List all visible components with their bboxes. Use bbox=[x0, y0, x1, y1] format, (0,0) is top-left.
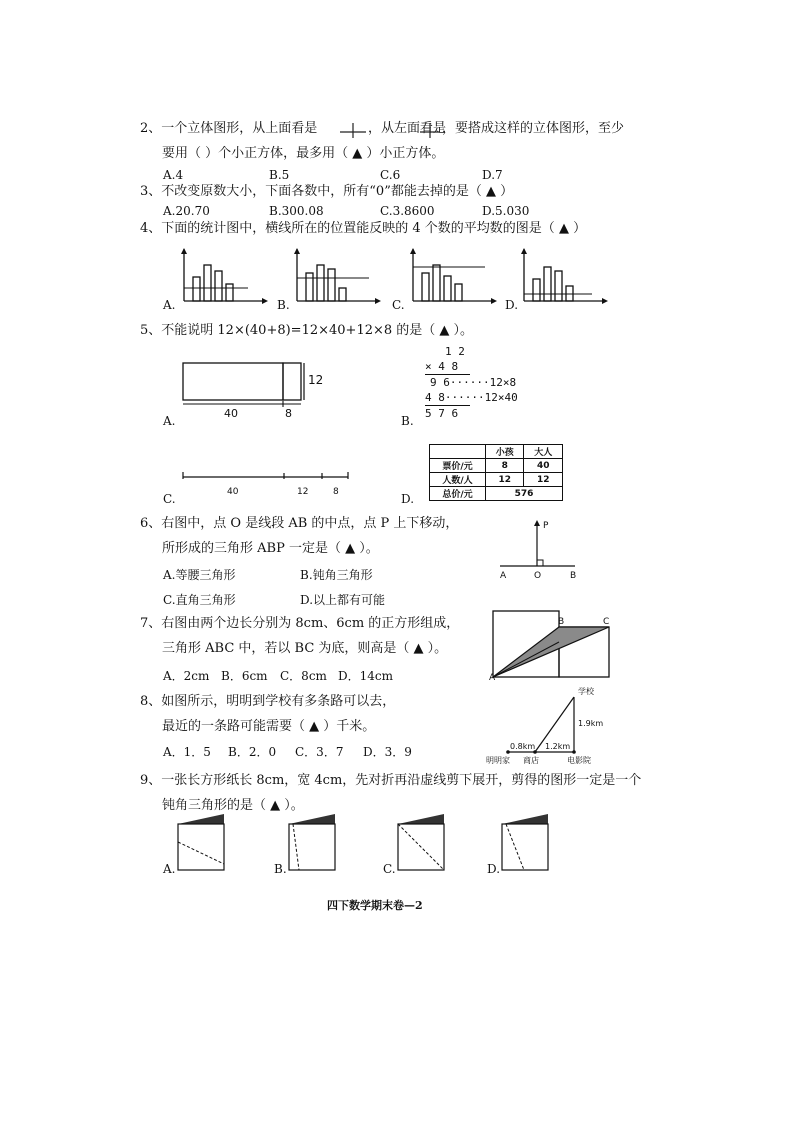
q9-option-b: B. bbox=[274, 862, 287, 876]
q6-line1: 6、右图中，点 O 是线段 AB 的中点，点 P 上下移动， bbox=[140, 516, 459, 531]
q5-fig-d-header-blank bbox=[430, 445, 486, 459]
q3-option-c: C.3.8600 bbox=[380, 204, 435, 218]
q9-fig-a bbox=[174, 812, 230, 872]
q9-option-d: D. bbox=[487, 862, 501, 876]
q5-fig-c-label-8: 8 bbox=[333, 487, 339, 497]
q7-label-b: B bbox=[558, 617, 565, 627]
q6-label-a: A bbox=[500, 571, 507, 581]
q5-fig-d-table bbox=[429, 444, 563, 501]
q8-line2: 最近的一条路可能需要（ ▲ ）千米。 bbox=[162, 719, 376, 734]
q4-chart-c bbox=[405, 248, 497, 308]
q3-option-b: B.300.08 bbox=[269, 204, 324, 218]
q5-fig-c-label-12: 12 bbox=[297, 487, 309, 497]
q3-option-a: A.20.70 bbox=[163, 204, 210, 218]
q5-fig-d-cell: 40 bbox=[524, 459, 563, 473]
q7-line1: 7、右图由两个边长分别为 8cm、6cm 的正方形组成， bbox=[140, 616, 460, 631]
q6-label-b: B bbox=[570, 571, 577, 581]
q2-top-view-icon bbox=[338, 121, 368, 139]
q5-fig-b-top: 1 2 bbox=[445, 345, 465, 358]
q4-option-d: D. bbox=[505, 298, 519, 312]
q5-option-a: A. bbox=[163, 414, 176, 428]
q5-option-c: C. bbox=[163, 492, 176, 506]
q4-option-a: A. bbox=[163, 298, 176, 312]
q5-fig-d-total: 576 bbox=[486, 487, 563, 501]
q9-fig-d bbox=[498, 812, 554, 872]
q8-label-school: 学校 bbox=[578, 687, 594, 696]
q3-option-d: D.5.030 bbox=[482, 204, 530, 218]
q9-line2: 钝角三角形的是（ ▲ ）。 bbox=[162, 798, 304, 813]
q4-chart-b bbox=[289, 248, 381, 308]
q8-label-0-8km: 0.8km bbox=[510, 742, 536, 751]
q5-fig-a-width-8: 8 bbox=[285, 407, 292, 420]
q5-fig-c-label-40: 40 bbox=[227, 487, 239, 497]
q8-label-shop: 商店 bbox=[523, 756, 539, 765]
q8-option-b: B．2．0 bbox=[228, 745, 277, 759]
q7-option-c: C．8cm bbox=[280, 669, 327, 683]
q9-fig-c bbox=[394, 812, 450, 872]
q6-option-a: A.等腰三角形 bbox=[163, 568, 236, 582]
q8-label-cinema: 电影院 bbox=[567, 756, 591, 765]
q5-fig-d-row-label: 总价/元 bbox=[430, 487, 486, 501]
q6-option-d: D.以上都有可能 bbox=[300, 593, 386, 607]
q2-option-a: A.4 bbox=[163, 168, 184, 182]
q4-question: 4、下面的统计图中，横线所在的位置能反映的 4 个数的平均数的图是（ ▲ ） bbox=[140, 221, 587, 236]
q6-line2: 所形成的三角形 ABP 一定是（ ▲ ）。 bbox=[162, 541, 379, 556]
q5-fig-b-r1: 9 6 bbox=[430, 376, 450, 389]
q4-chart-d bbox=[516, 248, 608, 308]
q8-label-home: 明明家 bbox=[486, 756, 510, 765]
q5-fig-b-r1-note: ······12×8 bbox=[449, 376, 517, 389]
q5-fig-b-mul: × 4 8 bbox=[425, 359, 470, 375]
q5-fig-b-multiplication bbox=[425, 344, 525, 421]
q5-fig-d-row-label: 票价/元 bbox=[430, 459, 486, 473]
q5-fig-d-cell: 12 bbox=[486, 473, 524, 487]
q5-fig-a-height: 12 bbox=[308, 373, 324, 387]
q5-fig-b-r2-note: ······12×40 bbox=[444, 391, 518, 404]
q2-line1-c: ，要搭成这样的立体图形，至少 bbox=[442, 121, 625, 136]
q9-option-a: A. bbox=[163, 862, 176, 876]
page-footer: 四下数学期末卷—2 bbox=[327, 899, 423, 912]
q7-label-c: C bbox=[603, 617, 610, 627]
q9-fig-b bbox=[285, 812, 341, 872]
q6-label-p: P bbox=[543, 521, 549, 531]
q2-line2: 要用（ ）个小正方体，最多用（ ▲ ）小正方体。 bbox=[162, 146, 445, 161]
q3-question: 3、不改变原数大小，下面各数中，所有“0”都能去掉的是（ ▲ ） bbox=[140, 184, 514, 199]
q2-line1-a: 2、一个立体图形，从上面看是 bbox=[140, 121, 318, 136]
q2-line1-b: ，从左面看是 bbox=[368, 121, 447, 136]
q2-option-c: C.6 bbox=[380, 168, 401, 182]
q5-option-d: D. bbox=[401, 492, 415, 506]
q6-option-b: B.钝角三角形 bbox=[300, 568, 373, 582]
q5-fig-d-cell: 8 bbox=[486, 459, 524, 473]
q8-label-1-2km: 1.2km bbox=[545, 742, 571, 751]
q8-label-1-9km: 1.9km bbox=[578, 719, 604, 728]
q5-question: 5、不能说明 12×(40+8)=12×40+12×8 的是（ ▲ ）。 bbox=[140, 323, 474, 338]
q5-fig-a-width-40: 40 bbox=[224, 407, 238, 420]
q2-option-d: D.7 bbox=[482, 168, 503, 182]
q2-option-b: B.5 bbox=[269, 168, 290, 182]
q9-line1: 9、一张长方形纸长 8cm，宽 4cm，先对折再沿虚线剪下展开，剪得的图形一定是一个 bbox=[140, 773, 642, 788]
q7-option-d: D．14cm bbox=[338, 669, 393, 683]
q5-fig-d-row-label: 人数/人 bbox=[430, 473, 486, 487]
q7-label-a: A bbox=[489, 673, 496, 683]
q6-label-o: O bbox=[534, 571, 542, 581]
q5-fig-b-sum: 5 7 6 bbox=[425, 407, 459, 420]
q8-line1: 8、如图所示，明明到学校有多条路可以去， bbox=[140, 694, 396, 709]
q4-chart-a bbox=[176, 248, 268, 308]
q5-fig-d-header-child: 小孩 bbox=[486, 445, 524, 459]
q4-option-c: C. bbox=[392, 298, 405, 312]
q7-figure bbox=[490, 608, 620, 683]
q5-fig-d-cell: 12 bbox=[524, 473, 563, 487]
q7-option-b: B．6cm bbox=[221, 669, 268, 683]
q8-option-d: D．3．9 bbox=[363, 745, 412, 759]
q8-option-c: C．3．7 bbox=[295, 745, 344, 759]
q7-line2: 三角形 ABC 中，若以 BC 为底，则高是（ ▲ ）。 bbox=[162, 641, 448, 656]
q5-option-b: B. bbox=[401, 414, 414, 428]
q5-fig-d-header-adult: 大人 bbox=[524, 445, 563, 459]
q6-option-c: C.直角三角形 bbox=[163, 593, 236, 607]
q9-option-c: C. bbox=[383, 862, 396, 876]
q8-option-a: A．1．5 bbox=[163, 745, 211, 759]
q4-option-b: B. bbox=[277, 298, 290, 312]
q5-fig-c-number-line bbox=[180, 470, 350, 484]
q7-option-a: A．2cm bbox=[163, 669, 210, 683]
q5-fig-b-r2: 4 8 bbox=[425, 391, 445, 404]
q2-left-view-icon bbox=[418, 121, 442, 139]
